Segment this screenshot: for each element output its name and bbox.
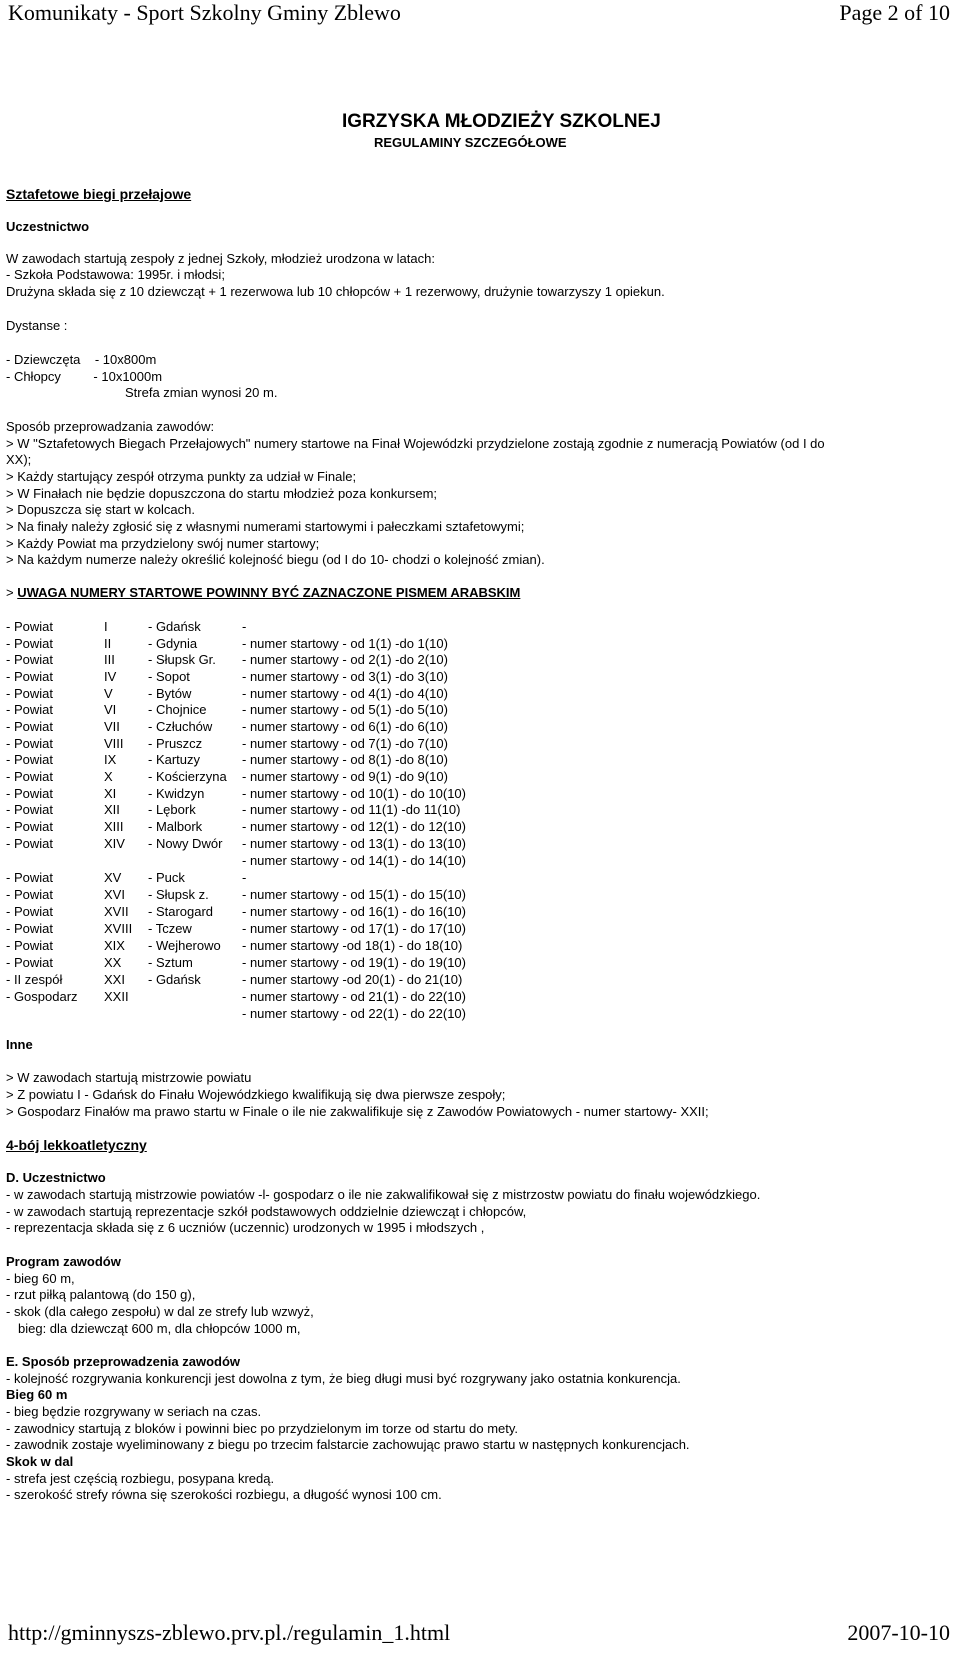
district-numeral: I xyxy=(104,619,108,634)
district-numeral: XXI xyxy=(104,972,125,987)
document-title: IGRZYSKA MŁODZIEŻY SZKOLNEJ xyxy=(342,111,661,132)
document-subtitle: REGULAMINY SZCZEGÓŁOWE xyxy=(374,135,567,150)
paragraph-line: - reprezentacja składa się z 6 uczniów (uczennic) urodzonych w 1995 i młodszych , xyxy=(6,1220,485,1235)
district-label: - Powiat xyxy=(6,752,53,767)
district-start-numbers: - xyxy=(242,870,247,885)
district-label: - Powiat xyxy=(6,619,53,634)
exchange-zone-note: Strefa zmian wynosi 20 m. xyxy=(125,385,278,400)
district-city: - Wejherowo xyxy=(148,938,221,953)
district-numeral: V xyxy=(104,686,113,701)
district-label: - Powiat xyxy=(6,636,53,651)
subsection-heading: Inne xyxy=(6,1037,33,1052)
district-numeral: XXII xyxy=(104,989,129,1004)
district-start-numbers: - numer startowy - od 19(1) - do 19(10) xyxy=(242,955,466,970)
district-label: - II zespół xyxy=(6,972,63,987)
district-city: - Puck xyxy=(148,870,185,885)
district-start-numbers: - numer startowy - od 13(1) - do 13(10) xyxy=(242,836,466,851)
district-numeral: VIII xyxy=(104,736,124,751)
district-city: - Gdańsk xyxy=(148,619,201,634)
district-numeral: XII xyxy=(104,802,120,817)
district-start-numbers: - numer startowy - od 3(1) -do 3(10) xyxy=(242,669,448,684)
section-heading: Sztafetowe biegi przełajowe xyxy=(6,186,192,202)
paragraph-line: - zawodnik zostaje wyeliminowany z biegu po trzecim falstarcie zachowując prawo startu w następnych konkurencjach. xyxy=(6,1437,690,1452)
paragraph-line: Drużyna składa się z 10 dziewcząt + 1 rezerwowa lub 10 chłopców + 1 rezerwowy, drużynie towarzyszy 1 opiekun. xyxy=(6,284,665,299)
district-label: - Powiat xyxy=(6,769,53,784)
paragraph-line: - szerokość strefy równa się szerokości rozbiegu, a długość wynosi 100 cm. xyxy=(6,1487,442,1502)
paragraph-line: - rzut piłką palantową (do 150 g), xyxy=(6,1287,196,1302)
district-start-numbers: - numer startowy - od 9(1) -do 9(10) xyxy=(242,769,448,784)
rule-line: > Każdy Powiat ma przydzielony swój numer startowy; xyxy=(6,536,320,551)
district-start-numbers: - numer startowy - od 8(1) -do 8(10) xyxy=(242,752,448,767)
district-label: - Gospodarz xyxy=(6,989,78,1004)
district-start-numbers: - numer startowy - od 16(1) - do 16(10) xyxy=(242,904,466,919)
subsection-heading: Sposób przeprowadzania zawodów: xyxy=(6,419,215,434)
district-city: - Gdynia xyxy=(148,636,198,651)
district-numeral: IX xyxy=(104,752,117,767)
subsection-heading: Program zawodów xyxy=(6,1254,121,1269)
print-date: 2007-10-10 xyxy=(847,1620,950,1645)
subsection-heading: E. Sposób przeprowadzenia zawodów xyxy=(6,1354,241,1369)
district-numeral: II xyxy=(104,636,112,651)
district-label: - Powiat xyxy=(6,836,53,851)
district-label: - Powiat xyxy=(6,870,53,885)
paragraph-line: W zawodach startują zespoły z jednej Szkoły, młodzież urodzona w latach: xyxy=(6,251,435,266)
district-numeral: XIII xyxy=(104,819,124,834)
district-city: - Lębork xyxy=(148,802,196,817)
distance-girls: - Dziewczęta - 10x800m xyxy=(6,352,157,367)
district-label: - Powiat xyxy=(6,652,53,667)
paragraph-line: - bieg będzie rozgrywany w seriach na czas. xyxy=(6,1404,262,1419)
district-numeral: XIV xyxy=(104,836,125,851)
district-numeral: XI xyxy=(104,786,117,801)
district-start-numbers: - numer startowy - od 15(1) - do 15(10) xyxy=(242,887,466,902)
district-city: - Słupsk Gr. xyxy=(148,652,216,667)
warning-prefix: > xyxy=(6,585,18,600)
browser-page-header-title: Komunikaty - Sport Szkolny Gminy Zblewo xyxy=(8,0,401,25)
district-label: - Powiat xyxy=(6,955,53,970)
district-city: - Pruszcz xyxy=(148,736,203,751)
paragraph-line: - w zawodach startują mistrzowie powiatów -l- gospodarz o ile nie zakwalifikował się z mistrzostw powiatu do finału wojewódzkiego. xyxy=(6,1187,761,1202)
district-city: - Człuchów xyxy=(148,719,213,734)
district-city: - Kartuzy xyxy=(148,752,201,767)
district-numeral: XVI xyxy=(104,887,125,902)
rule-line: > Na każdym numerze należy określić kolejność biegu (od I do 10- chodzi o kolejność zmian). xyxy=(6,552,545,567)
district-city: - Sopot xyxy=(148,669,190,684)
district-start-numbers: - numer startowy -od 18(1) - do 18(10) xyxy=(242,938,463,953)
district-start-numbers: - numer startowy - od 1(1) -do 1(10) xyxy=(242,636,448,651)
district-start-numbers: - numer startowy - od 21(1) - do 22(10) xyxy=(242,989,466,1004)
district-numeral: III xyxy=(104,652,115,667)
district-numeral: XVIII xyxy=(104,921,133,936)
rule-line: > W Finałach nie będzie dopuszczona do startu młodzież poza konkursem; xyxy=(6,486,438,501)
district-start-numbers: - numer startowy - od 17(1) - do 17(10) xyxy=(242,921,466,936)
rule-line: XX); xyxy=(6,452,32,467)
district-label: - Powiat xyxy=(6,938,53,953)
district-start-numbers: - numer startowy - od 4(1) -do 4(10) xyxy=(242,686,448,701)
district-city: - Bytów xyxy=(148,686,192,701)
distance-boys: - Chłopcy - 10x1000m xyxy=(6,369,163,384)
district-city: - Chojnice xyxy=(148,702,207,717)
district-city: - Słupsk z. xyxy=(148,887,209,902)
district-numeral: X xyxy=(104,769,113,784)
section-heading: 4-bój lekkoatletyczny xyxy=(6,1137,147,1153)
district-numeral: XV xyxy=(104,870,122,885)
district-start-numbers: - numer startowy -od 20(1) - do 21(10) xyxy=(242,972,463,987)
paragraph-line: - Szkoła Podstawowa: 1995r. i młodsi; xyxy=(6,267,225,282)
district-start-numbers: - numer startowy - od 14(1) - do 14(10) xyxy=(242,853,466,868)
district-start-numbers: - numer startowy - od 12(1) - do 12(10) xyxy=(242,819,466,834)
district-label: - Powiat xyxy=(6,819,53,834)
district-label: - Powiat xyxy=(6,736,53,751)
subsection-heading: Bieg 60 m xyxy=(6,1387,68,1402)
district-label: - Powiat xyxy=(6,887,53,902)
district-city: - Nowy Dwór xyxy=(148,836,223,851)
district-start-numbers: - numer startowy - od 10(1) - do 10(10) xyxy=(242,786,466,801)
page-url: http://gminnyszs-zblewo.prv.pl./regulamin_1.html xyxy=(8,1620,451,1645)
district-label: - Powiat xyxy=(6,904,53,919)
district-label: - Powiat xyxy=(6,921,53,936)
rule-line: > Dopuszcza się start w kolcach. xyxy=(6,502,195,517)
paragraph-line: - w zawodach startują reprezentacje szkół podstawowych oddzielnie dziewcząt i chłopców, xyxy=(6,1204,527,1219)
district-city: - Sztum xyxy=(148,955,193,970)
district-city: - Starogard xyxy=(148,904,214,919)
district-numeral: XIX xyxy=(104,938,125,953)
district-label: - Powiat xyxy=(6,686,53,701)
district-city: - Tczew xyxy=(148,921,192,936)
rule-line: > Z powiatu I - Gdańsk do Finału Wojewódzkiego kwalifikują się dwa pierwsze zespoły; xyxy=(6,1087,506,1102)
subsection-heading: Uczestnictwo xyxy=(6,219,90,234)
district-start-numbers: - numer startowy - od 2(1) -do 2(10) xyxy=(242,652,448,667)
rule-line: > Na finały należy zgłosić się z własnymi numerami startowymi i pałeczkami sztafetowymi; xyxy=(6,519,525,534)
district-city: - Gdańsk xyxy=(148,972,201,987)
distances-label: Dystanse : xyxy=(6,318,68,333)
district-start-numbers: - xyxy=(242,619,247,634)
rule-line: > Gospodarz Finałów ma prawo startu w Finale o ile nie zakwalifikuje się z Zawodów Powiatowych - numer startowy- XXII; xyxy=(6,1104,709,1119)
district-start-numbers: - numer startowy - od 5(1) -do 5(10) xyxy=(242,702,448,717)
district-city: - Malbork xyxy=(148,819,203,834)
district-start-numbers: - numer startowy - od 11(1) -do 11(10) xyxy=(242,802,461,817)
subsection-heading: D. Uczestnictwo xyxy=(6,1170,106,1185)
district-label: - Powiat xyxy=(6,702,53,717)
district-city: - Kościerzyna xyxy=(148,769,227,784)
district-city: - Kwidzyn xyxy=(148,786,205,801)
paragraph-line: - zawodnicy startują z bloków i powinni biec po przydzielonym im torze od startu do mety. xyxy=(6,1421,519,1436)
warning-text: UWAGA NUMERY STARTOWE POWINNY BYĆ ZAZNACZONE PISMEM ARABSKIM xyxy=(17,585,521,600)
warning-line xyxy=(6,585,520,601)
district-numeral: VI xyxy=(104,702,117,717)
rule-line: > Każdy startujący zespół otrzyma punkty za udział w Finale; xyxy=(6,469,357,484)
district-start-numbers: - numer startowy - od 6(1) -do 6(10) xyxy=(242,719,448,734)
district-numeral: VII xyxy=(104,719,120,734)
district-start-numbers: - numer startowy - od 22(1) - do 22(10) xyxy=(242,1006,466,1021)
paragraph-line: - bieg 60 m, xyxy=(6,1271,75,1286)
paragraph-line: - kolejność rozgrywania konkurencji jest dowolna z tym, że bieg długi musi być rozgrywany jako ostatnia konkurencja. xyxy=(6,1371,681,1386)
page-number: Page 2 of 10 xyxy=(839,0,950,25)
subsection-heading: Skok w dal xyxy=(6,1454,74,1469)
district-label: - Powiat xyxy=(6,669,53,684)
district-numeral: XVII xyxy=(104,904,129,919)
rule-line: > W "Sztafetowych Biegach Przełajowych" numery startowe na Finał Wojewódzki przydzielone zostają zgodnie z numeracją Powiatów (od I do xyxy=(6,436,825,451)
district-numeral: XX xyxy=(104,955,122,970)
rule-line: > W zawodach startują mistrzowie powiatu xyxy=(6,1070,252,1085)
paragraph-line: - strefa jest częścią rozbiegu, posypana kredą. xyxy=(6,1471,275,1486)
district-label: - Powiat xyxy=(6,719,53,734)
district-numeral: IV xyxy=(104,669,117,684)
district-start-numbers: - numer startowy - od 7(1) -do 7(10) xyxy=(242,736,448,751)
district-label: - Powiat xyxy=(6,786,53,801)
district-label: - Powiat xyxy=(6,802,53,817)
paragraph-line: bieg: dla dziewcząt 600 m, dla chłopców 1000 m, xyxy=(18,1321,301,1336)
paragraph-line: - skok (dla całego zespołu) w dal ze strefy lub wzwyż, xyxy=(6,1304,314,1319)
